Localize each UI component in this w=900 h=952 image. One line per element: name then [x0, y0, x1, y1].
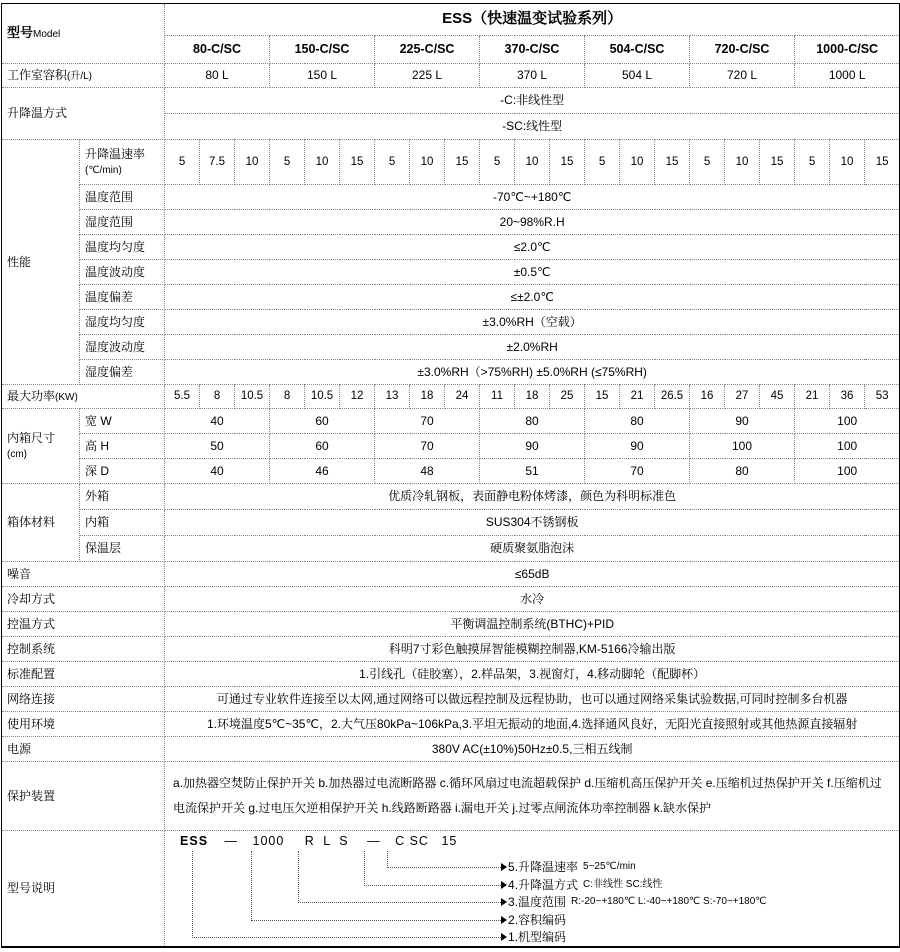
dim-value-cell: 80	[585, 409, 690, 434]
cabinet-sub-label: 保温层	[80, 536, 165, 562]
perf-label: 温度波动度	[80, 260, 165, 285]
dim-value-cell: 70	[375, 409, 480, 434]
model-name-cell: 504-C/SC	[585, 36, 690, 64]
dim-value-cell: 90	[585, 434, 690, 459]
spec-label: 噪音	[2, 562, 165, 587]
ramp-mode-label: 升降温方式	[2, 88, 165, 140]
explain-item-5	[501, 859, 636, 875]
ramp-rate-cell: 10	[830, 140, 865, 185]
perf-row	[2, 235, 900, 260]
explain-text: 3.温度范围	[508, 894, 567, 909]
perf-value: ±3.0%RH（>75%RH) ±5.0%RH (≤75%RH)	[165, 360, 900, 385]
perf-value: ±0.5℃	[165, 260, 900, 285]
max-power-row	[2, 385, 900, 409]
spec-row	[2, 687, 900, 712]
max-power-cell: 8	[200, 385, 235, 409]
ramp-rate-cell: 5	[165, 140, 200, 185]
explain-text: 2.容积编码	[508, 912, 567, 927]
model-label-en: Model	[33, 29, 61, 41]
dim-value-cell: 80	[480, 409, 585, 434]
model-label: 型号	[7, 25, 34, 41]
ramp-rate-cell: 10	[725, 140, 760, 185]
perf-row	[2, 335, 900, 360]
dim-value-cell: 100	[795, 434, 900, 459]
perf-label: 湿度偏差	[80, 360, 165, 385]
protection-value: a.加热器空焚防止保护开关 b.加热器过电流断路器 c.循环风扇过电流超载保护 d.压缩机高压保护开关 e.压缩机过热保护开关 f.压缩机过电流保护开关 g.过电压欠逆相保护开关 h.线路断路器 i.漏电开关 j.过零点闸流体功率控制器 k.缺水保护	[165, 762, 900, 831]
ramp-mode-option-sc: -SC:线性型	[165, 114, 900, 140]
max-power-cell: 45	[760, 385, 795, 409]
model-name-cell: 1000-C/SC	[795, 36, 900, 64]
max-power-cell: 21	[620, 385, 655, 409]
max-power-label-cell	[2, 385, 165, 409]
ramp-rate-cell: 5	[690, 140, 725, 185]
ramp-rate-cell: 15	[550, 140, 585, 185]
spec-value: 1.环境温度5℃~35℃，2.大气压80kPa~106kPa,3.平坦无振动的地面,4.选择通风良好，无阳光直接照射或其他热源直接辐射	[165, 712, 900, 737]
max-power-cell: 8	[270, 385, 305, 409]
performance-label: 性能	[2, 140, 80, 385]
spec-row	[2, 612, 900, 637]
volume-value-cell: 80 L	[165, 64, 270, 88]
volume-value-cell: 1000 L	[795, 64, 900, 88]
inner-size-row-w	[2, 409, 900, 434]
volume-value-cell: 720 L	[690, 64, 795, 88]
perf-row	[2, 360, 900, 385]
ramp-rate-cell: 15	[445, 140, 480, 185]
volume-unit: (升/L)	[67, 70, 93, 82]
perf-row	[2, 210, 900, 235]
perf-value: ≤2.0℃	[165, 235, 900, 260]
perf-row	[2, 260, 900, 285]
perf-label: 湿度波动度	[80, 335, 165, 360]
arrow-right-icon	[501, 898, 507, 906]
explain-detail: 5~25℃/min	[583, 860, 636, 872]
model-explain-label: 型号说明	[2, 831, 165, 948]
spec-label: 标准配置	[2, 662, 165, 687]
model-name-cell: 370-C/SC	[480, 36, 585, 64]
formula-part: —	[367, 834, 381, 848]
spec-table	[1, 3, 900, 948]
protection-label: 保护装置	[2, 762, 165, 831]
max-power-cell: 13	[375, 385, 410, 409]
max-power-cell: 25	[550, 385, 585, 409]
model-name-cell: 150-C/SC	[270, 36, 375, 64]
spec-value: 380V AC(±10%)50Hz±0.5,三相五线制	[165, 737, 900, 762]
cabinet-value: 优质冷轧钢板，表面静电粉体烤漆，颜色为科明标准色	[165, 484, 900, 510]
max-power-cell: 18	[410, 385, 445, 409]
spec-label: 控温方式	[2, 612, 165, 637]
max-power-cell: 21	[795, 385, 830, 409]
arrow-right-icon	[501, 916, 507, 924]
spec-row	[2, 662, 900, 687]
perf-row	[2, 285, 900, 310]
cabinet-row	[2, 484, 900, 510]
dim-value-cell: 40	[165, 459, 270, 484]
formula-part: 15	[441, 834, 458, 848]
volume-label-cell	[2, 64, 165, 88]
perf-value: ±2.0%RH	[165, 335, 900, 360]
spec-label: 电源	[2, 737, 165, 762]
ramp-rate-cell: 5	[375, 140, 410, 185]
max-power-cell: 5.5	[165, 385, 200, 409]
max-power-cell: 15	[585, 385, 620, 409]
inner-size-label: 内箱尺寸	[7, 430, 56, 445]
model-name-cell: 720-C/SC	[690, 36, 795, 64]
explain-item-1	[501, 929, 571, 945]
arrow-right-icon	[501, 863, 507, 871]
model-name-cell: 225-C/SC	[375, 36, 480, 64]
spec-label: 冷却方式	[2, 587, 165, 612]
ramp-rate-cell: 15	[865, 140, 900, 185]
spec-value: 1.引线孔（硅胶塞），2.样品架，3.视窗灯，4.移动脚轮（配脚杯）	[165, 662, 900, 687]
inner-size-unit: (cm)	[7, 448, 27, 460]
volume-row	[2, 64, 900, 88]
explain-item-4	[501, 877, 662, 893]
dim-value-cell: 60	[270, 409, 375, 434]
spec-row	[2, 637, 900, 662]
perf-label: 温度均匀度	[80, 235, 165, 260]
cabinet-row	[2, 536, 900, 562]
perf-label: 温度偏差	[80, 285, 165, 310]
ramp-mode-option-c: -C:非线性型	[165, 88, 900, 114]
dim-value-cell: 100	[795, 409, 900, 434]
dim-value-cell: 48	[375, 459, 480, 484]
dim-value-cell: 100	[795, 459, 900, 484]
max-power-cell: 27	[725, 385, 760, 409]
dim-label: 深 D	[80, 459, 165, 484]
inner-size-row-d	[2, 459, 900, 484]
formula-part: ESS	[180, 834, 209, 848]
connector-line	[192, 851, 501, 938]
explain-item-2	[501, 912, 571, 928]
explain-text: 4.升降温方式	[508, 877, 579, 892]
perf-row	[2, 310, 900, 335]
dim-label: 高 H	[80, 434, 165, 459]
model-explain-row	[2, 831, 900, 948]
ramp-rate-label-cell	[80, 140, 165, 185]
max-power-cell: 53	[865, 385, 900, 409]
dim-value-cell: 80	[690, 459, 795, 484]
spec-value: 科明7寸彩色触摸屏智能模糊控制器,KM-5166冷输出版	[165, 637, 900, 662]
ramp-rate-cell: 15	[760, 140, 795, 185]
model-name-cell: 80-C/SC	[165, 36, 270, 64]
arrow-right-icon	[501, 933, 507, 941]
cabinet-label: 箱体材料	[2, 484, 80, 562]
max-power-unit: (KW)	[55, 391, 78, 403]
ramp-rate-cell: 5	[270, 140, 305, 185]
cabinet-value: 硬质聚氨脂泡沫	[165, 536, 900, 562]
cabinet-sub-label: 内箱	[80, 510, 165, 536]
formula-part: C SC	[395, 834, 429, 848]
model-header-cell	[2, 4, 165, 64]
ramp-rate-row	[2, 140, 900, 185]
formula-part: —	[224, 834, 239, 848]
perf-value: ≤±2.0℃	[165, 285, 900, 310]
ramp-rate-cell: 7.5	[200, 140, 235, 185]
dim-value-cell: 90	[690, 409, 795, 434]
volume-value-cell: 504 L	[585, 64, 690, 88]
ramp-rate-cell: 5	[795, 140, 830, 185]
spec-label: 控制系统	[2, 637, 165, 662]
dim-value-cell: 40	[165, 409, 270, 434]
perf-label: 湿度均匀度	[80, 310, 165, 335]
ramp-rate-cell: 5	[585, 140, 620, 185]
ramp-rate-cell: 10	[410, 140, 445, 185]
inner-size-label-cell	[2, 409, 80, 484]
max-power-cell: 12	[340, 385, 375, 409]
max-power-cell: 36	[830, 385, 865, 409]
perf-value: ±3.0%RH（空载）	[165, 310, 900, 335]
spec-label: 使用环境	[2, 712, 165, 737]
dim-value-cell: 100	[690, 434, 795, 459]
max-power-label: 最大功率	[7, 388, 56, 403]
formula-part: R L S	[304, 834, 351, 848]
explain-text: 1.机型编码	[508, 929, 567, 944]
spec-row	[2, 562, 900, 587]
ramp-rate-cell: 10	[235, 140, 270, 185]
cabinet-value: SUS304不锈钢板	[165, 510, 900, 536]
max-power-cell: 11	[480, 385, 515, 409]
ramp-rate-cell: 15	[340, 140, 375, 185]
model-explain-diagram	[165, 831, 900, 948]
spec-label: 网络连接	[2, 687, 165, 712]
explain-text: 5.升降温速率	[508, 859, 579, 874]
volume-value-cell: 225 L	[375, 64, 480, 88]
perf-label: 温度范围	[80, 185, 165, 210]
max-power-cell: 10.5	[305, 385, 340, 409]
spec-value: ≤65dB	[165, 562, 900, 587]
model-code-formula	[165, 834, 457, 850]
formula-part: 1000	[252, 834, 285, 848]
spec-row	[2, 712, 900, 737]
volume-value-cell: 370 L	[480, 64, 585, 88]
perf-label: 湿度范围	[80, 210, 165, 235]
ramp-rate-cell: 10	[620, 140, 655, 185]
perf-value: 20~98%R.H	[165, 210, 900, 235]
inner-size-row-h	[2, 434, 900, 459]
cabinet-sub-label: 外箱	[80, 484, 165, 510]
dim-label: 宽 W	[80, 409, 165, 434]
perf-row	[2, 185, 900, 210]
title-row	[2, 4, 900, 36]
max-power-cell: 26.5	[655, 385, 690, 409]
series-title: ESS（快速温变试验系列）	[165, 4, 900, 36]
ramp-rate-cell: 10	[305, 140, 340, 185]
ramp-rate-unit: (℃/min)	[85, 164, 122, 176]
perf-value: -70℃~+180℃	[165, 185, 900, 210]
spec-value: 水冷	[165, 587, 900, 612]
dim-value-cell: 50	[165, 434, 270, 459]
explain-item-3	[501, 894, 767, 910]
max-power-cell: 24	[445, 385, 480, 409]
ramp-mode-row-1	[2, 88, 900, 114]
ramp-rate-cell: 15	[655, 140, 690, 185]
explain-detail: C:非线性 SC:线性	[583, 878, 663, 890]
dim-value-cell: 90	[480, 434, 585, 459]
explain-detail: R:-20~+180℃ L:-40~+180℃ S:-70~+180℃	[571, 895, 767, 907]
spec-value: 可通过专业软件连接至以太网,通过网络可以做远程控制及远程协助，也可以通过网络采集试验数据,可同时控制多台机器	[165, 687, 900, 712]
max-power-cell: 16	[690, 385, 725, 409]
ramp-rate-label: 升降温速率	[85, 146, 146, 161]
dim-value-cell: 70	[375, 434, 480, 459]
dim-value-cell: 51	[480, 459, 585, 484]
arrow-right-icon	[501, 881, 507, 889]
volume-value-cell: 150 L	[270, 64, 375, 88]
cabinet-row	[2, 510, 900, 536]
spec-value: 平衡调温控制系统(BTHC)+PID	[165, 612, 900, 637]
ramp-rate-cell: 10	[515, 140, 550, 185]
protection-row	[2, 762, 900, 831]
volume-label: 工作室容积	[7, 67, 68, 82]
dim-value-cell: 70	[585, 459, 690, 484]
max-power-cell: 10.5	[235, 385, 270, 409]
ramp-rate-cell: 5	[480, 140, 515, 185]
spec-row	[2, 587, 900, 612]
spec-row	[2, 737, 900, 762]
dim-value-cell: 60	[270, 434, 375, 459]
max-power-cell: 18	[515, 385, 550, 409]
dim-value-cell: 46	[270, 459, 375, 484]
